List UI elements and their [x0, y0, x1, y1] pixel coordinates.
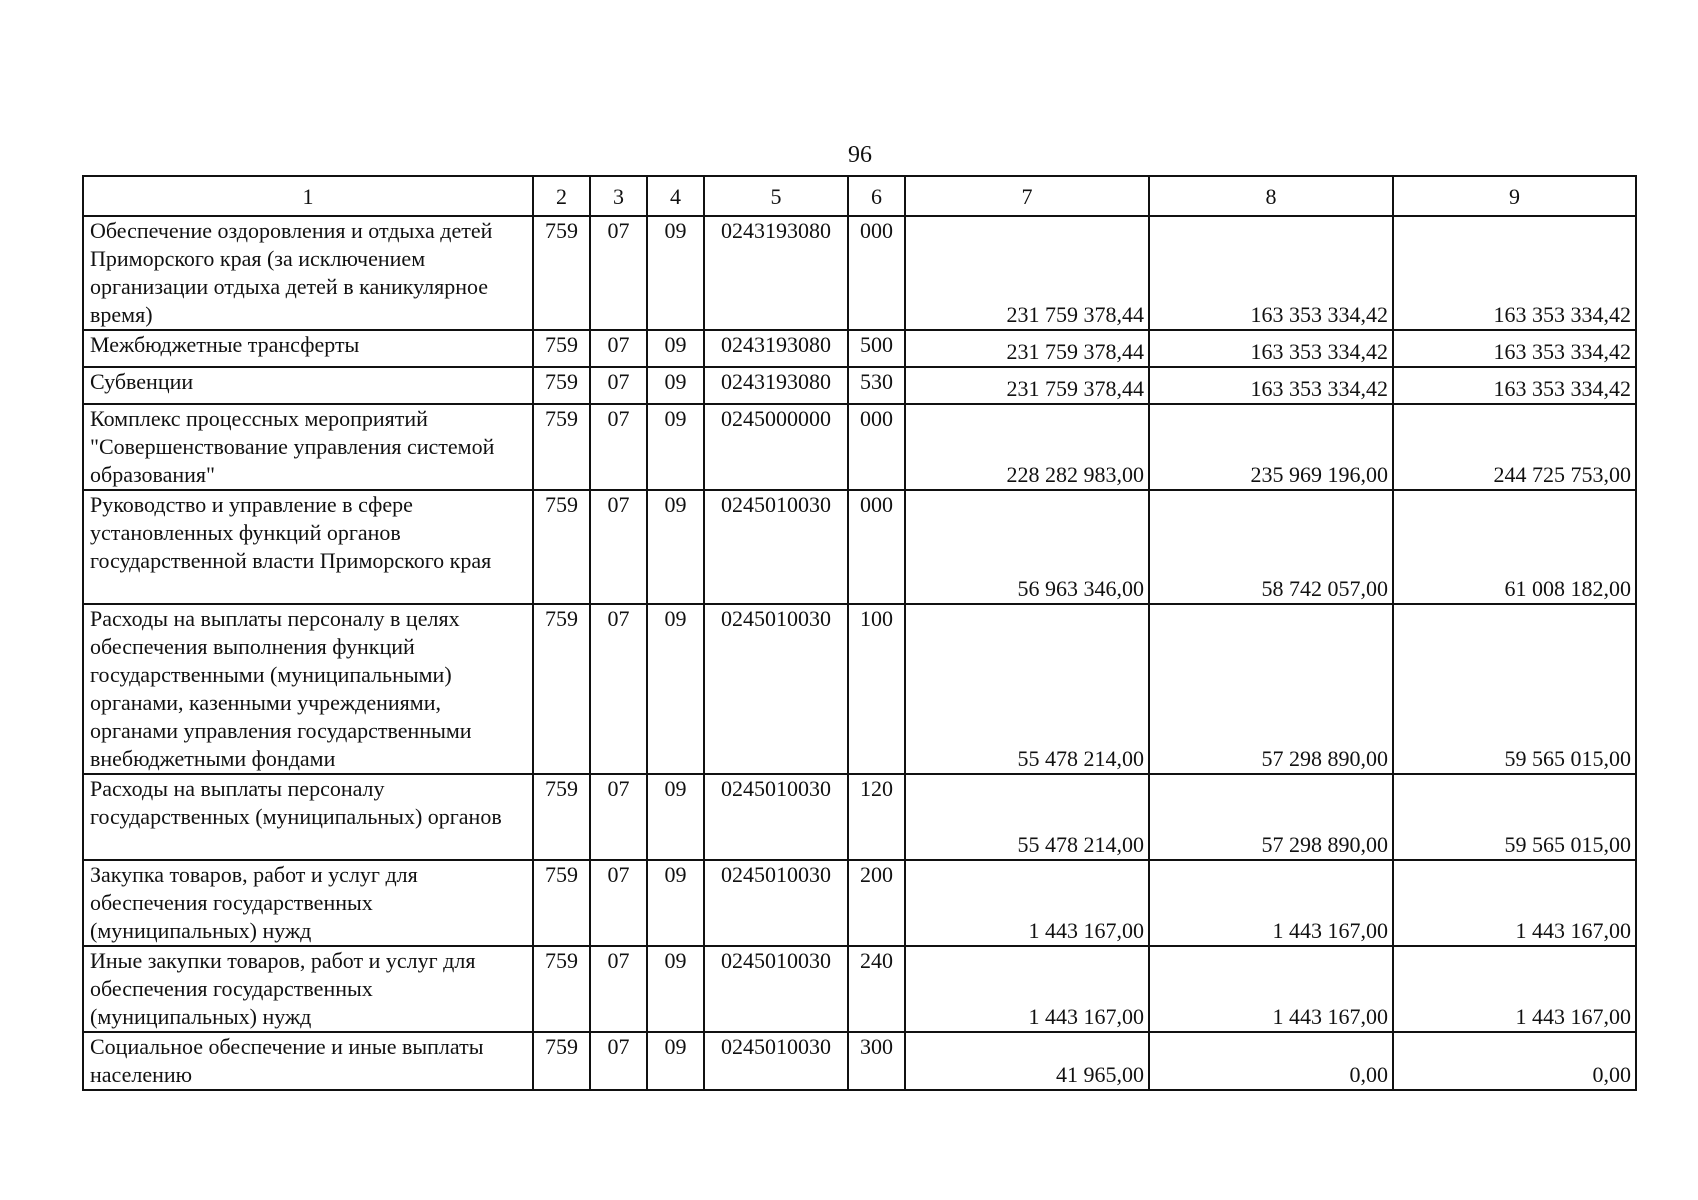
cell-amount-col7: 55 478 214,00: [905, 774, 1149, 860]
cell-amount-col8: 57 298 890,00: [1149, 774, 1393, 860]
cell-section-code: 07: [590, 774, 647, 860]
cell-subsection-code: 09: [647, 774, 704, 860]
cell-section-code: 07: [590, 860, 647, 946]
cell-amount-col8: 0,00: [1149, 1032, 1393, 1090]
cell-amount-col8: 58 742 057,00: [1149, 490, 1393, 604]
cell-section-code: 07: [590, 330, 647, 367]
cell-amount-col9: 0,00: [1393, 1032, 1636, 1090]
header-cell: 5: [704, 176, 848, 216]
cell-amount-col8: 163 353 334,42: [1149, 216, 1393, 330]
table-row: [83, 860, 1636, 946]
cell-ministry-code: 759: [533, 330, 590, 367]
cell-amount-col9: 61 008 182,00: [1393, 490, 1636, 604]
cell-subsection-code: 09: [647, 604, 704, 774]
row-name: Социальное обеспечение и иные выплаты населению: [83, 1032, 533, 1090]
cell-amount-col9: 1 443 167,00: [1393, 860, 1636, 946]
cell-subsection-code: 09: [647, 946, 704, 1032]
cell-subsection-code: 09: [647, 330, 704, 367]
cell-amount-col9: 1 443 167,00: [1393, 946, 1636, 1032]
header-cell: 8: [1149, 176, 1393, 216]
budget-table: [82, 175, 1637, 1091]
cell-amount-col7: 231 759 378,44: [905, 330, 1149, 367]
cell-target-article: 0245010030: [704, 604, 848, 774]
cell-target-article: 0245010030: [704, 946, 848, 1032]
cell-target-article: 0245010030: [704, 1032, 848, 1090]
cell-amount-col7: 231 759 378,44: [905, 216, 1149, 330]
row-name: Руководство и управление в сфере установленных функций органов государственной власти Приморского края: [83, 490, 533, 604]
cell-target-article: 0243193080: [704, 330, 848, 367]
cell-section-code: 07: [590, 490, 647, 604]
cell-expense-type: 300: [848, 1032, 905, 1090]
cell-section-code: 07: [590, 946, 647, 1032]
cell-target-article: 0245000000: [704, 404, 848, 490]
table-row: [83, 1032, 1636, 1090]
table-row: [83, 330, 1636, 367]
cell-ministry-code: 759: [533, 216, 590, 330]
row-name: Обеспечение оздоровления и отдыха детей Приморского края (за исключением организации отдыха детей в каникулярное время): [83, 216, 533, 330]
cell-target-article: 0245010030: [704, 860, 848, 946]
cell-amount-col9: 163 353 334,42: [1393, 330, 1636, 367]
row-name: Иные закупки товаров, работ и услуг для обеспечения государственных (муниципальных) нужд: [83, 946, 533, 1032]
table-row: [83, 367, 1636, 404]
header-cell: 1: [83, 176, 533, 216]
page-number: 96: [848, 142, 872, 168]
row-name: Закупка товаров, работ и услуг для обеспечения государственных (муниципальных) нужд: [83, 860, 533, 946]
cell-expense-type: 240: [848, 946, 905, 1032]
cell-amount-col7: 1 443 167,00: [905, 860, 1149, 946]
cell-ministry-code: 759: [533, 490, 590, 604]
cell-ministry-code: 759: [533, 604, 590, 774]
cell-target-article: 0243193080: [704, 367, 848, 404]
cell-amount-col8: 163 353 334,42: [1149, 367, 1393, 404]
header-cell: 9: [1393, 176, 1636, 216]
cell-expense-type: 000: [848, 490, 905, 604]
table-row: [83, 404, 1636, 490]
cell-subsection-code: 09: [647, 216, 704, 330]
table-header-row: [83, 176, 1636, 216]
table-row: [83, 604, 1636, 774]
cell-ministry-code: 759: [533, 367, 590, 404]
cell-target-article: 0243193080: [704, 216, 848, 330]
header-cell: 4: [647, 176, 704, 216]
cell-subsection-code: 09: [647, 1032, 704, 1090]
cell-subsection-code: 09: [647, 860, 704, 946]
cell-amount-col9: 244 725 753,00: [1393, 404, 1636, 490]
cell-ministry-code: 759: [533, 1032, 590, 1090]
cell-amount-col8: 1 443 167,00: [1149, 860, 1393, 946]
table-row: [83, 946, 1636, 1032]
row-name: Расходы на выплаты персоналу в целях обеспечения выполнения функций государственными (муниципальными) органами, казенными учреждениями, органами управления государственными внебюджетными фондами: [83, 604, 533, 774]
cell-amount-col9: 59 565 015,00: [1393, 774, 1636, 860]
cell-amount-col7: 56 963 346,00: [905, 490, 1149, 604]
table-row: [83, 216, 1636, 330]
cell-expense-type: 000: [848, 404, 905, 490]
cell-expense-type: 120: [848, 774, 905, 860]
header-cell: 3: [590, 176, 647, 216]
cell-expense-type: 100: [848, 604, 905, 774]
cell-amount-col7: 231 759 378,44: [905, 367, 1149, 404]
row-name: Субвенции: [83, 367, 533, 404]
cell-section-code: 07: [590, 604, 647, 774]
cell-amount-col8: 235 969 196,00: [1149, 404, 1393, 490]
header-cell: 6: [848, 176, 905, 216]
cell-amount-col7: 55 478 214,00: [905, 604, 1149, 774]
cell-amount-col9: 59 565 015,00: [1393, 604, 1636, 774]
cell-expense-type: 200: [848, 860, 905, 946]
cell-expense-type: 530: [848, 367, 905, 404]
cell-subsection-code: 09: [647, 367, 704, 404]
cell-target-article: 0245010030: [704, 490, 848, 604]
cell-section-code: 07: [590, 404, 647, 490]
cell-ministry-code: 759: [533, 774, 590, 860]
header-cell: 7: [905, 176, 1149, 216]
cell-amount-col8: 57 298 890,00: [1149, 604, 1393, 774]
cell-ministry-code: 759: [533, 860, 590, 946]
table-row: [83, 774, 1636, 860]
header-cell: 2: [533, 176, 590, 216]
cell-amount-col8: 1 443 167,00: [1149, 946, 1393, 1032]
cell-amount-col7: 228 282 983,00: [905, 404, 1149, 490]
cell-section-code: 07: [590, 367, 647, 404]
cell-subsection-code: 09: [647, 404, 704, 490]
cell-subsection-code: 09: [647, 490, 704, 604]
cell-expense-type: 500: [848, 330, 905, 367]
cell-ministry-code: 759: [533, 404, 590, 490]
cell-amount-col7: 1 443 167,00: [905, 946, 1149, 1032]
cell-ministry-code: 759: [533, 946, 590, 1032]
cell-amount-col9: 163 353 334,42: [1393, 367, 1636, 404]
row-name: Межбюджетные трансферты: [83, 330, 533, 367]
cell-amount-col9: 163 353 334,42: [1393, 216, 1636, 330]
cell-section-code: 07: [590, 1032, 647, 1090]
cell-target-article: 0245010030: [704, 774, 848, 860]
row-name: Расходы на выплаты персоналу государственных (муниципальных) органов: [83, 774, 533, 860]
cell-amount-col8: 163 353 334,42: [1149, 330, 1393, 367]
table-row: [83, 490, 1636, 604]
cell-section-code: 07: [590, 216, 647, 330]
row-name: Комплекс процессных мероприятий "Совершенствование управления системой образования": [83, 404, 533, 490]
cell-expense-type: 000: [848, 216, 905, 330]
cell-amount-col7: 41 965,00: [905, 1032, 1149, 1090]
